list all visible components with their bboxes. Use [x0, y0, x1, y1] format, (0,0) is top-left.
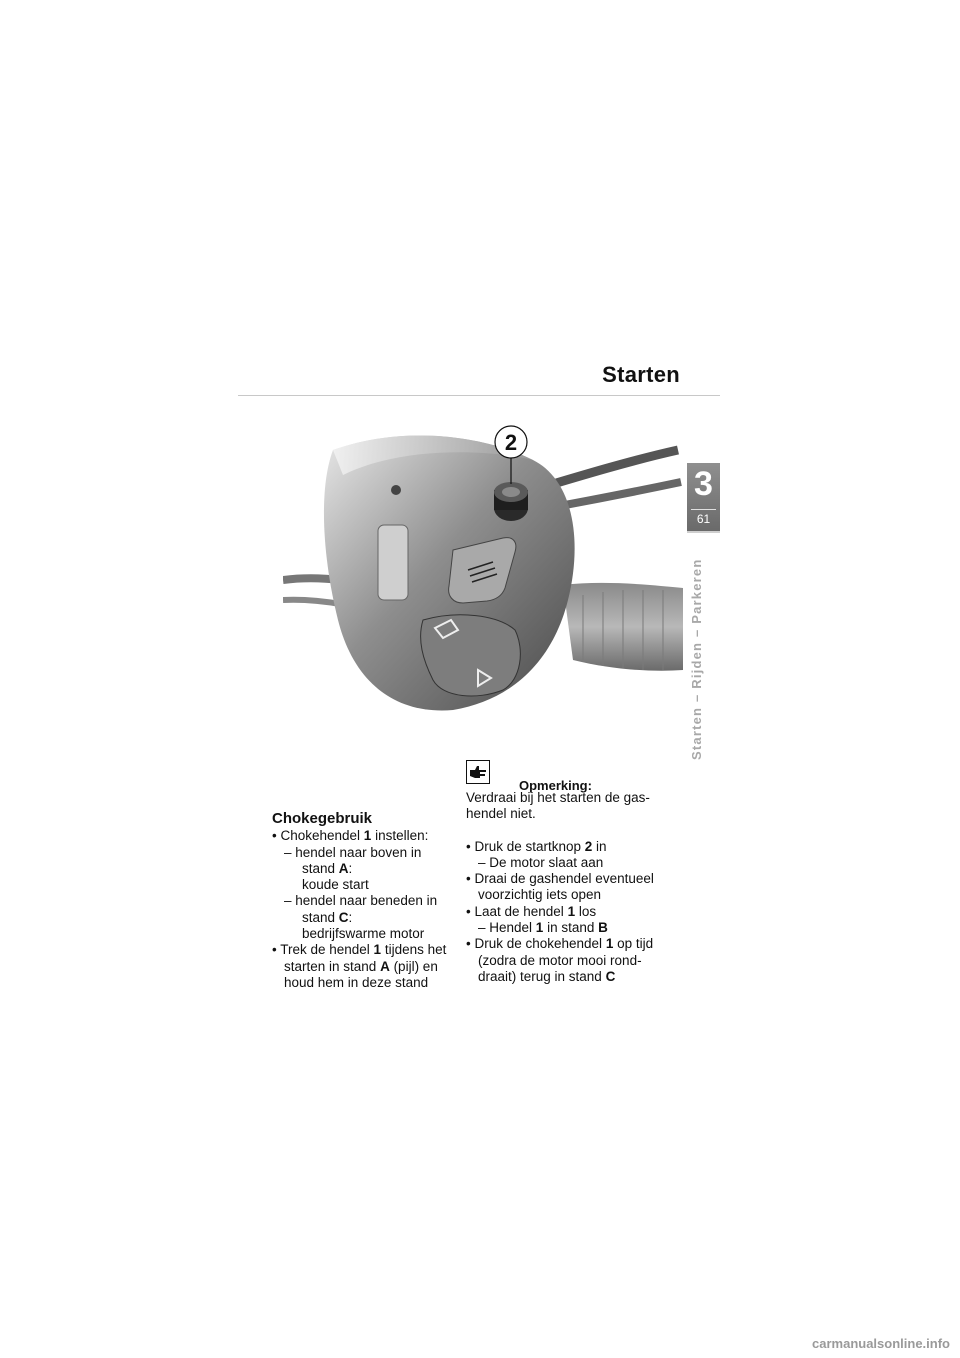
list-item: – hendel naar boven in — [284, 844, 422, 860]
list-item: – De motor slaat aan — [478, 854, 604, 870]
handlebar-switch-illustration — [283, 420, 683, 750]
chapter-divider — [691, 509, 716, 510]
list-item: bedrijfswarme motor — [302, 926, 425, 942]
note-hand-icon — [466, 760, 490, 784]
list-item: • Laat de hendel 1 los — [466, 903, 597, 919]
note-label: Opmerking: — [519, 778, 592, 793]
list-item: • Druk de startknop 2 in — [466, 838, 607, 854]
list-item: (zodra de motor mooi rond- — [478, 952, 642, 968]
list-item: – Hendel 1 in stand B — [478, 920, 608, 936]
note-text: Verdraai bij het starten de gas- — [466, 790, 650, 805]
list-item: • Trek de hendel 1 tijdens het — [272, 942, 447, 958]
list-item: stand C: — [302, 909, 353, 925]
list-item: draait) terug in stand C — [478, 968, 616, 984]
list-item: koude start — [302, 877, 369, 893]
watermark: carmanualsonline.info — [812, 1336, 950, 1351]
callout-label-2: 2 — [504, 430, 518, 455]
page-title: Starten — [602, 362, 680, 387]
start-section — [466, 760, 686, 985]
list-item: starten in stand A (pijl) en — [284, 958, 438, 974]
note-text: hendel niet. — [466, 806, 536, 822]
list-item: • Draai de gashendel eventueel — [466, 871, 654, 887]
list-item: • Druk de chokehendel 1 op tijd — [466, 936, 654, 952]
chapter-number: 3 — [694, 465, 713, 503]
list-item: stand A: — [302, 860, 353, 876]
list-item: • Chokehendel 1 instellen: — [272, 828, 429, 844]
section-heading: Chokegebruik — [272, 810, 373, 827]
choke-section — [272, 811, 467, 991]
list-item: houd hem in deze stand — [284, 974, 429, 990]
chapter-tab — [687, 463, 720, 533]
note-header — [466, 760, 686, 793]
chapter-side-title: Starten – Rijden – Parkeren — [689, 558, 704, 760]
title-divider — [238, 395, 720, 396]
list-item: – hendel naar beneden in — [284, 893, 438, 909]
list-item: voorzichtig iets open — [478, 887, 602, 903]
page-number: 61 — [696, 512, 711, 526]
